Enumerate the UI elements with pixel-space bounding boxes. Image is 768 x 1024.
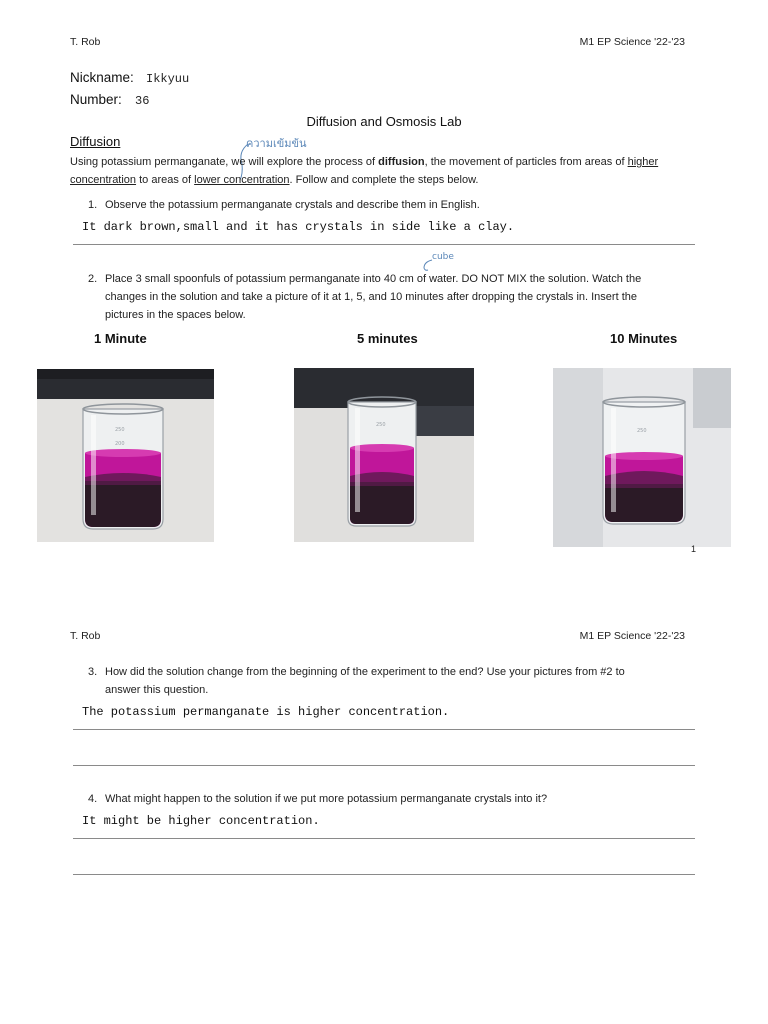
q4-answer-line-1 (73, 838, 695, 839)
nickname-label: Nickname: (70, 70, 134, 85)
q2-number: 2. (88, 273, 98, 285)
section-heading: Diffusion (70, 134, 121, 149)
q1-answer-line (73, 244, 695, 245)
page-title: Diffusion and Osmosis Lab (306, 114, 462, 129)
q3-number: 3. (88, 666, 98, 678)
q4-answer-line-2 (73, 874, 695, 875)
q2-text: Place 3 small spoonfuls of potassium permanganate into 40 cm of water. DO NOT MIX the solution. Watch the changes in the solution and take a picture of it at 1, 5, and 10 minutes after dropping the crystals in. Insert the pictures in the spaces below. (105, 273, 642, 321)
svg-text:250: 250 (376, 422, 386, 428)
svg-text:200: 200 (115, 441, 125, 447)
q1-answer: It dark brown,small and it has crystals in side like a clay. (82, 220, 515, 234)
nickname-value: Ikkyuu (146, 72, 190, 86)
caption-1-minute: 1 Minute (94, 331, 147, 346)
svg-text:250: 250 (637, 428, 647, 434)
number-label: Number: (70, 92, 122, 107)
photo-10-minutes (553, 368, 731, 547)
page-number: 1 (691, 544, 697, 554)
page2-header-left: T. Rob (70, 630, 101, 642)
q3-answer-line-2 (73, 765, 695, 766)
thai-annotation: ความเข้มข้น (246, 137, 307, 150)
q1-text: Observe the potassium permanganate crystals and describe them in English. (105, 199, 480, 211)
q3-answer-line-1 (73, 729, 695, 730)
page2-header-right: M1 EP Science '22-'23 (579, 630, 685, 642)
q4-text: What might happen to the solution if we put more potassium permanganate crystals into it? (105, 793, 548, 805)
page1-header-left: T. Rob (70, 36, 101, 48)
q4-answer: It might be higher concentration. (82, 814, 320, 828)
photo-5-minutes (294, 368, 474, 542)
photo-1-minute (37, 369, 214, 542)
intro-paragraph: Using potassium permanganate, we will explore the process of diffusion, the movement of particles from areas of higher concentration to areas of lower concentration. Follow and complete the steps below. (70, 156, 659, 186)
caption-5-minutes: 5 minutes (357, 331, 418, 346)
q4-number: 4. (88, 793, 98, 805)
q3-answer: The potassium permanganate is higher concentration. (82, 705, 450, 719)
svg-text:250: 250 (115, 427, 125, 433)
page1-header-right: M1 EP Science '22-'23 (579, 36, 685, 48)
number-value: 36 (135, 94, 150, 108)
q3-text: How did the solution change from the beginning of the experiment to the end? Use your pictures from #2 to answer this question. (105, 666, 625, 696)
caption-10-minutes: 10 Minutes (610, 331, 678, 346)
cube-annotation: cube (432, 252, 454, 262)
q1-number: 1. (88, 199, 98, 211)
